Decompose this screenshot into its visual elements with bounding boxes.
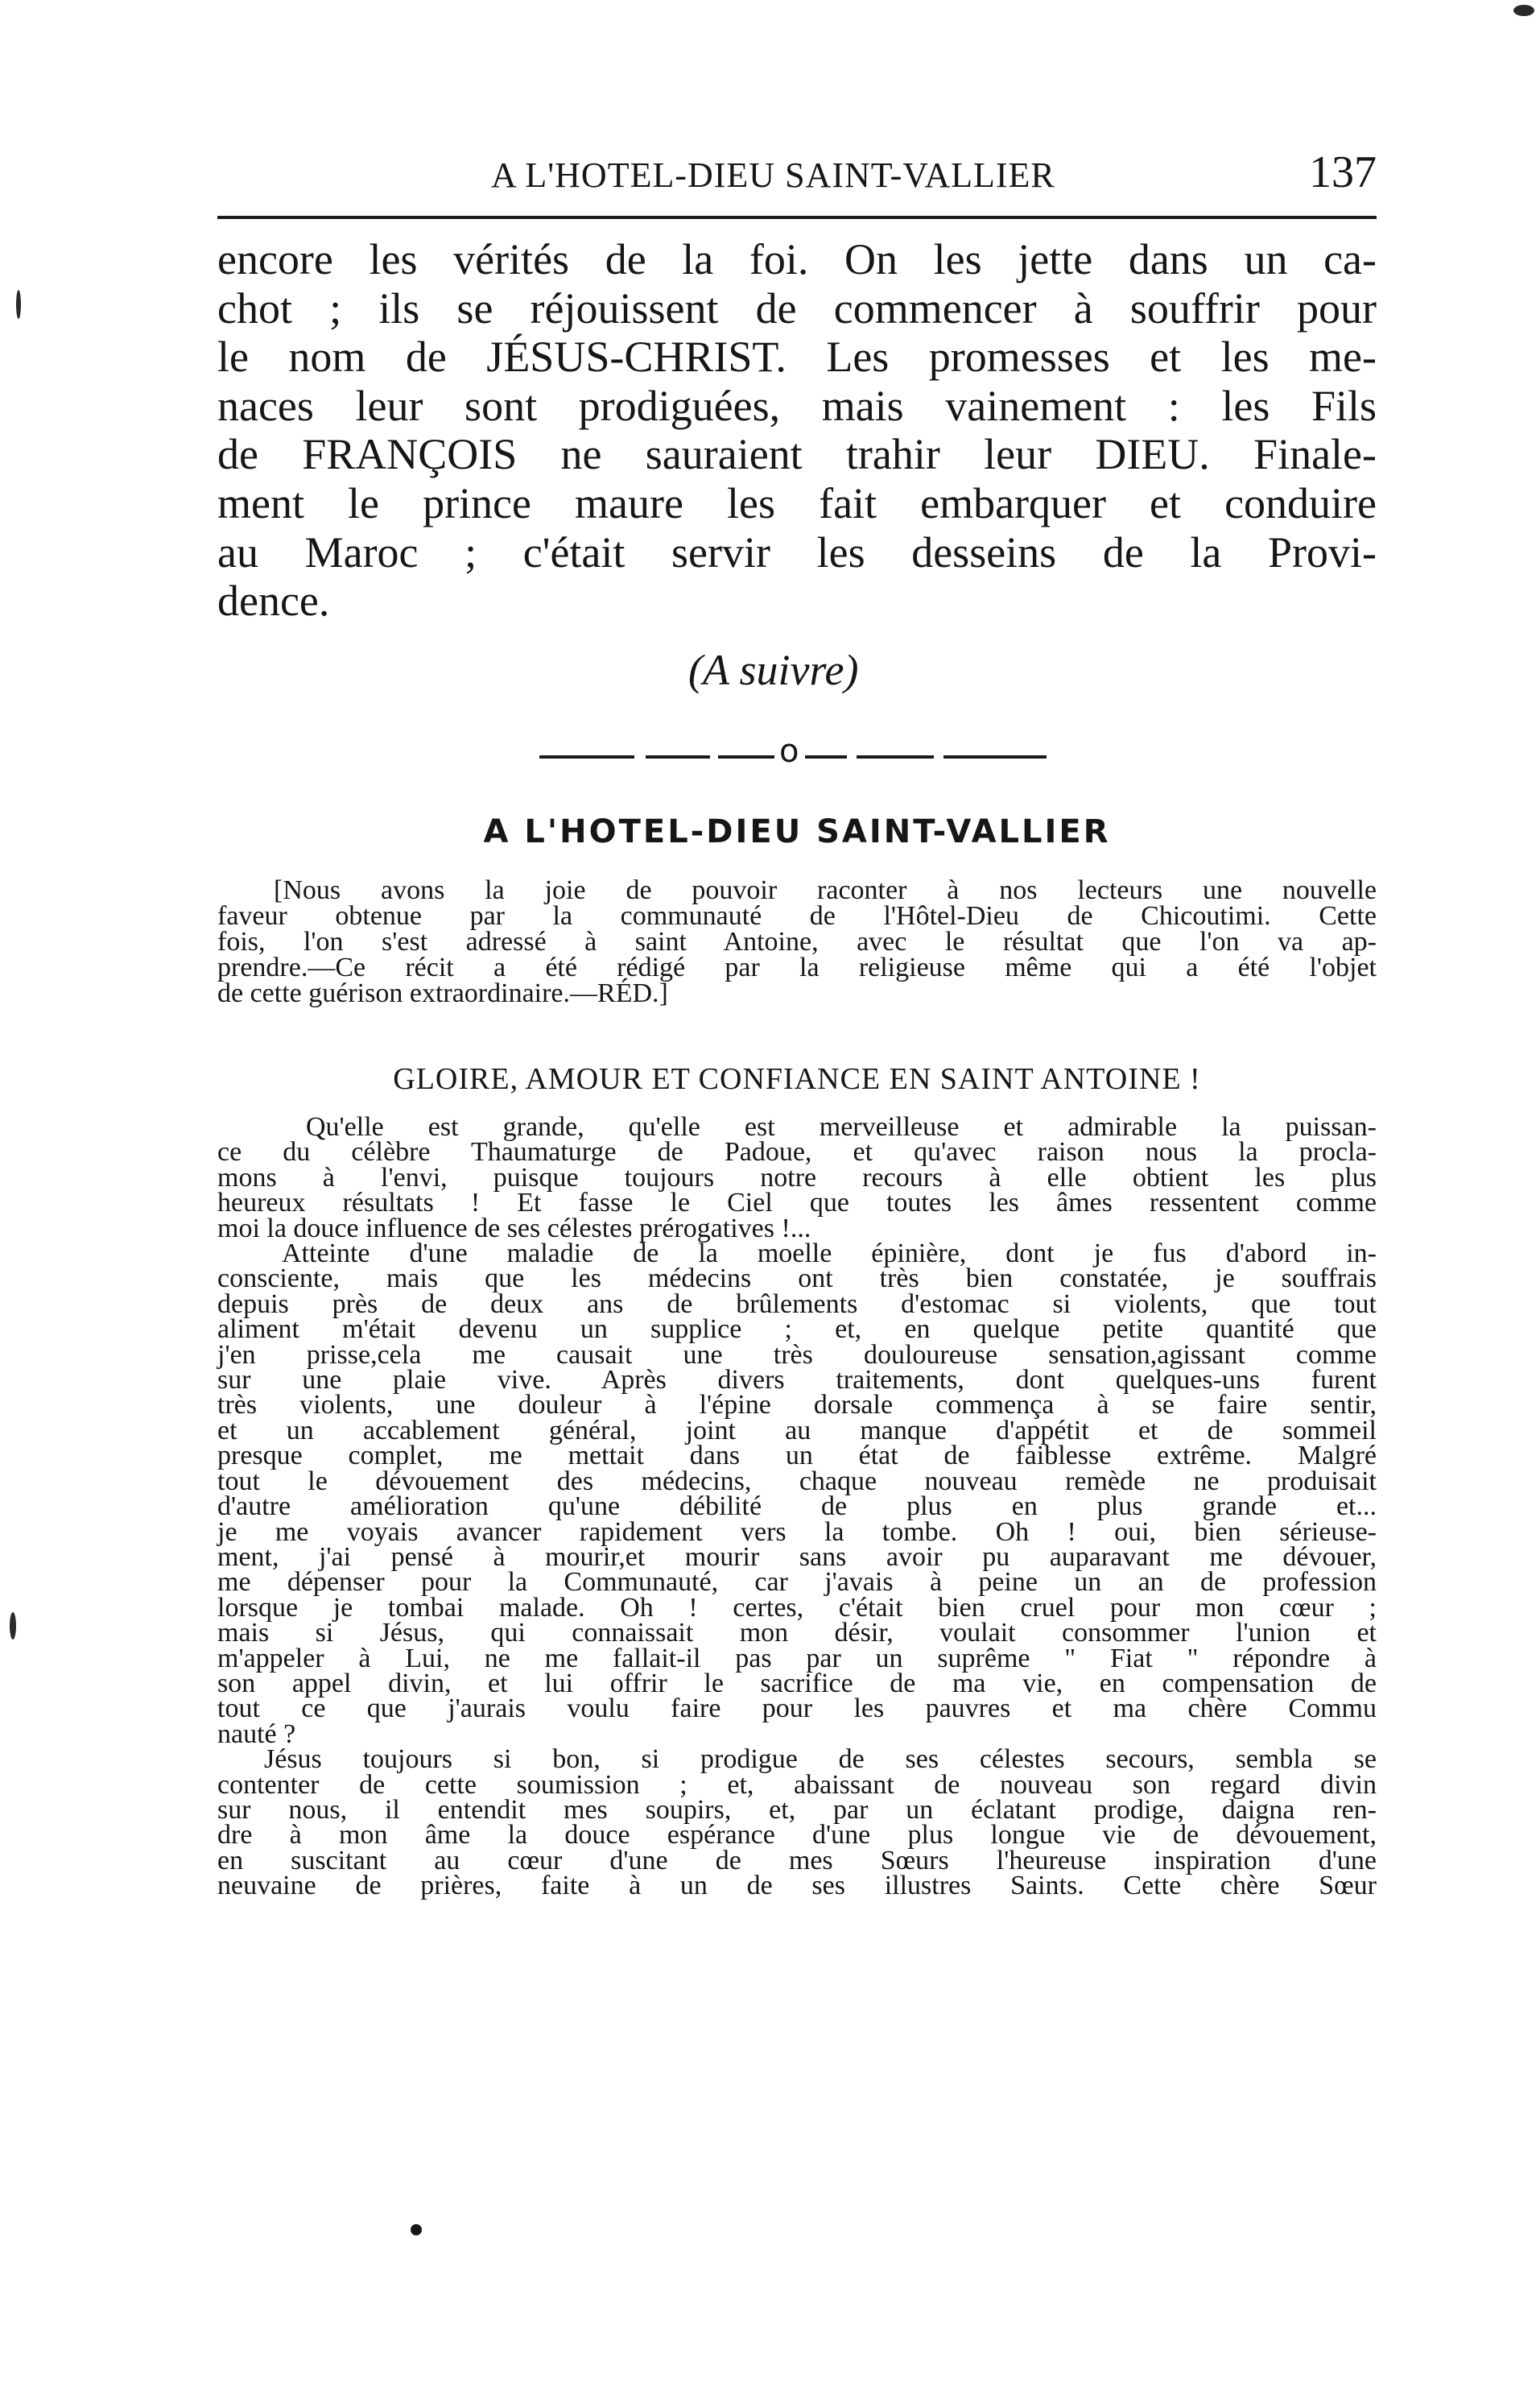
article-subheading: GLOIRE, AMOUR ET CONFIANCE EN SAINT ANTOINE ! [393, 1062, 1201, 1096]
text-line: très violents, une douleur à l'épine dorsale commença à se faire sentir, [217, 1390, 1377, 1421]
text-line: neuvaine de prières, faite à un de ses illustres Saints. Cette chère Sœur [217, 1871, 1377, 1901]
text-line: j'en prisse,cela me causait une très douloureuse sensation,agissant comme [217, 1339, 1377, 1370]
text-line: d'autre amélioration qu'une débilité de plus en plus grande et... [217, 1491, 1377, 1522]
section-separator [539, 733, 1047, 778]
text-line: fois, l'on s'est adressé à saint Antoine, avec le résultat que l'on va ap- [217, 926, 1377, 957]
text-line: tout le dévouement des médecins, chaque nouveau remède ne produisait [217, 1466, 1377, 1496]
text-line: ment, j'ai pensé à mourir,et mourir sans avoir pu auparavant me dévouer, [217, 1541, 1377, 1572]
text-line: consciente, mais que les médecins ont très bien constatée, je souffrais [217, 1263, 1377, 1294]
running-header [217, 147, 1377, 208]
separator-rule [943, 755, 1047, 759]
text-line: sur une plaie vive. Après divers traitements, dont quelques-uns furent [217, 1365, 1377, 1396]
text-line: heureux résultats ! Et fasse le Ciel que toutes les âmes ressentent comme [217, 1188, 1377, 1218]
text-line: le nom de JÉSUS-CHRIST. Les promesses et les me- [217, 333, 1377, 382]
text-line: sur nous, il entendit mes soupirs, et, par un éclatant prodige, daigna ren- [217, 1794, 1377, 1825]
text-line: Qu'elle est grande, qu'elle est merveilleuse et admirable la puissan- [306, 1112, 1377, 1142]
text-line: mais si Jésus, qui connaissait mon désir, voulait consommer l'union et [217, 1618, 1377, 1648]
text-line: ment le prince maure les fait embarquer et conduire [217, 478, 1377, 527]
text-line: Atteinte d'une maladie de la moelle épinière, dont je fus d'abord in- [282, 1239, 1377, 1269]
text-line: ce du célèbre Thaumaturge de Padoue, et qu'avec raison nous la procla- [217, 1137, 1377, 1168]
text-line: en suscitant au cœur d'une de mes Sœurs l'heureuse inspiration d'une [217, 1845, 1377, 1875]
text-line: prendre.—Ce récit a été rédigé par la religieuse même qui a été l'objet [217, 952, 1377, 982]
margin-mark [16, 290, 21, 319]
text-line: presque complet, me mettait dans un état de faiblesse extrême. Malgré [217, 1441, 1377, 1471]
text-line: naces leur sont prodiguées, mais vainement : les Fils [217, 381, 1377, 430]
text-line: encore les vérités de la foi. On les jette dans un ca- [217, 235, 1377, 283]
text-line: de FRANÇOIS ne sauraient trahir leur DIEU. Finale- [217, 430, 1377, 479]
text-line: au Maroc ; c'était servir les desseins de la Provi- [217, 527, 1377, 577]
continued-paragraph [217, 235, 1377, 626]
separator-rule [646, 755, 710, 759]
text-line: dre à mon âme la douce espérance d'une plus longue vie de dévouement, [217, 1820, 1377, 1851]
text-line: moi la douce influence de ses célestes prérogatives !... [217, 1213, 811, 1243]
ink-dot [411, 2224, 422, 2235]
running-title: A L'HOTEL-DIEU SAINT-VALLIER [491, 155, 1055, 195]
text-line: me dépenser pour la Communauté, car j'avais à peine un an de profession [217, 1567, 1377, 1598]
text-line: faveur obtenue par la communauté de l'Hôtel-Dieu de Chicoutimi. Cette [217, 900, 1377, 931]
text-line: m'appeler à Lui, ne me fallait-il pas par un suprême " Fiat " répondre à [217, 1643, 1377, 1673]
margin-mark [10, 1612, 16, 1640]
separator-rule [857, 755, 934, 759]
text-line: depuis près de deux ans de brûlements d'estomac si violents, que tout [217, 1288, 1377, 1319]
text-line: Jésus toujours si bon, si prodigue de ses célestes secours, sembla se [264, 1744, 1377, 1775]
text-line: tout ce que j'aurais voulu faire pour les pauvres et ma chère Commu [217, 1693, 1377, 1724]
text-line: lorsque je tombai malade. Oh ! certes, c'était bien cruel pour mon cœur ; [217, 1592, 1377, 1623]
text-line: de cette guérison extraordinaire.—RÉD.] [217, 978, 668, 1008]
text-line: mons à l'envi, puisque toujours notre recours à elle obtient les plus [217, 1162, 1377, 1193]
separator-rule [805, 755, 847, 759]
editor-intro [217, 875, 1377, 1008]
separator-rule [718, 755, 774, 759]
article-body [217, 1114, 1377, 1899]
margin-mark [1513, 5, 1534, 16]
separator-mark: o [779, 733, 799, 770]
text-line: contenter de cette soumission ; et, abaissant de nouveau son regard divin [217, 1769, 1377, 1800]
text-line: son appel divin, et lui offrir le sacrifice de ma vie, en compensation de [217, 1668, 1377, 1698]
text-line: et un accablement général, joint au manque d'appétit et de sommeil [217, 1415, 1377, 1445]
text-line: chot ; ils se réjouissent de commencer à souffrir pour [217, 283, 1377, 333]
text-line: nauté ? [217, 1718, 296, 1749]
text-line: dence. [217, 577, 330, 626]
text-line: [Nous avons la joie de pouvoir raconter à nos lecteurs une nouvelle [274, 875, 1377, 905]
page-number: 137 [1309, 147, 1377, 197]
article-title: A L'HOTEL-DIEU SAINT-VALLIER [483, 813, 1111, 850]
text-line: je me voyais avancer rapidement vers la tombe. Oh ! oui, bien sérieuse- [217, 1516, 1377, 1547]
to-be-continued: (A suivre) [688, 646, 859, 694]
text-line: aliment m'était devenu un supplice ; et, en quelque petite quantité que [217, 1314, 1377, 1345]
separator-rule [539, 755, 634, 759]
header-rule [217, 216, 1377, 219]
